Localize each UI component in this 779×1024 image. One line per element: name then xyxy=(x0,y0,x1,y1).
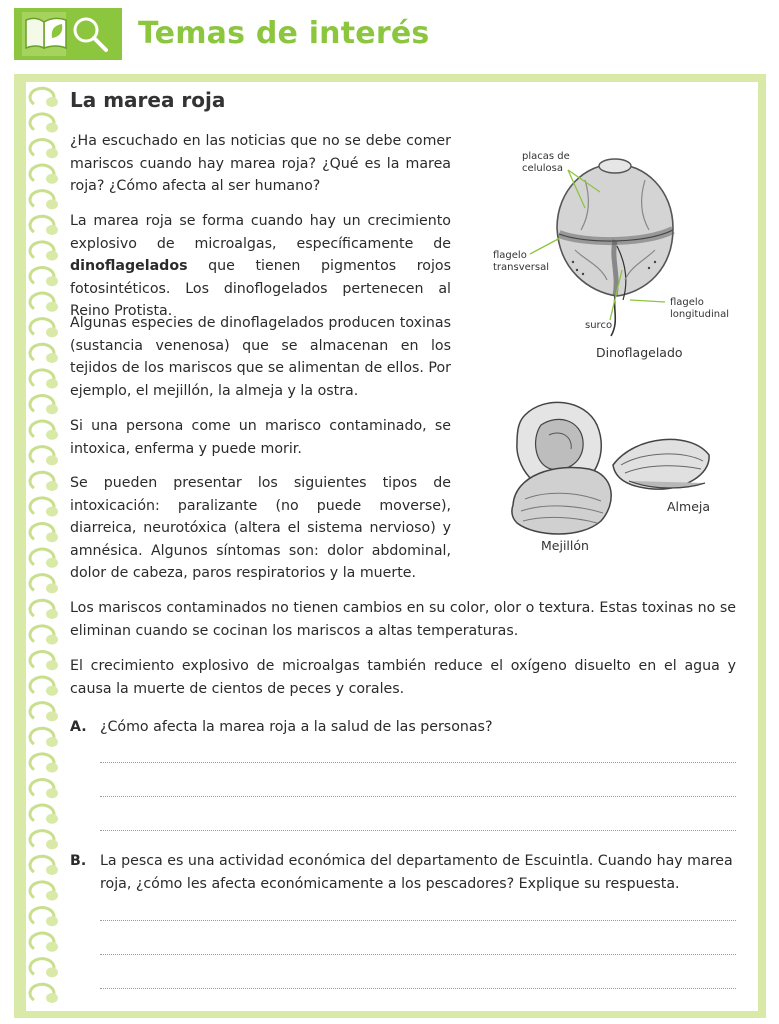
spiral-hole xyxy=(46,660,58,670)
paragraph-intoxication: Si una persona come un marisco contaminado, se intoxica, enferma y puede morir. xyxy=(70,418,451,457)
spiral-hole xyxy=(46,814,58,824)
label-flagelo-longitudinal: flagelo longitudinal xyxy=(670,297,729,320)
spiral-hole xyxy=(46,404,58,414)
article-title: La marea roja xyxy=(70,88,226,112)
paragraph-intro: ¿Ha escuchado en las noticias que no se debe comer mariscos cuando hay marea roja? ¿Qué es la marea roja? ¿Cómo afecta al ser humano? xyxy=(70,133,451,194)
question-a-text: ¿Cómo afecta la marea roja a la salud de las personas? xyxy=(100,719,493,735)
question-b-text: La pesca es una actividad económica del departamento de Escuintla. Cuando hay marea roja, ¿cómo les afecta económicamente a los pescadores? Explique su respuesta. xyxy=(100,853,733,892)
label-placas-celulosa: placas de celulosa xyxy=(522,151,570,174)
spiral-hole xyxy=(46,609,58,619)
spiral-hole xyxy=(46,635,58,645)
spiral-hole xyxy=(46,123,58,133)
spiral-hole xyxy=(46,174,58,184)
paragraph-definition: La marea roja se forma cuando hay un crecimiento explosivo de microalgas, específicamente de dinoflagelados que tienen pigmentos rojos fotosintéticos. Los dinoflogelados pertenecen al Reino Protista. xyxy=(70,213,451,319)
spiral-hole xyxy=(46,686,58,696)
spiral-hole xyxy=(46,839,58,849)
spiral-hole xyxy=(46,379,58,389)
spiral-hole xyxy=(46,532,58,542)
page-header-title: Temas de interés xyxy=(138,16,430,51)
spiral-hole xyxy=(46,455,58,465)
answer-line-b2[interactable] xyxy=(100,954,736,955)
spiral-hole xyxy=(46,148,58,158)
book-leaf-magnifier-icon xyxy=(14,8,122,60)
question-a-label: A. xyxy=(70,719,87,735)
paragraph-types: Se pueden presentar los siguientes tipos de intoxicación: paralizante (no puede moverse), diarreica, neurotóxica (altera el sistema nervioso) y amnésica. Algunos síntomas son: dolor abdominal, dolor de cabeza, paros respiratorios y la muerte. xyxy=(70,475,451,581)
answer-line-a2[interactable] xyxy=(100,796,736,797)
paragraph-toxins: Algunas especies de dinoflagelados producen toxinas (sustancia venenosa) que se almacenan en los tejidos de los mariscos que se alimentan de ellos. Por ejemplo, el mejillón, la almeja y la ostra. xyxy=(70,315,451,399)
spiral-hole xyxy=(46,916,58,926)
question-a xyxy=(70,716,736,740)
spiral-hole xyxy=(46,711,58,721)
spiral-hole xyxy=(46,225,58,235)
spiral-hole xyxy=(46,302,58,312)
shellfish-illustration xyxy=(505,395,715,545)
spiral-hole xyxy=(46,507,58,517)
paragraph-contaminated: Los mariscos contaminados no tienen cambios en su color, olor o textura. Estas toxinas no se eliminan cuando se cocinan los mariscos a altas temperaturas. xyxy=(70,600,736,639)
spiral-hole xyxy=(46,481,58,491)
spiral-hole xyxy=(46,430,58,440)
spiral-hole xyxy=(46,97,58,107)
question-b-label: B. xyxy=(70,853,87,869)
spiral-hole xyxy=(46,942,58,952)
spiral-hole xyxy=(46,737,58,747)
label-flagelo-transversal: flagelo transversal xyxy=(493,250,550,273)
spiral-hole xyxy=(46,763,58,773)
spiral-hole xyxy=(46,353,58,363)
spiral-hole xyxy=(46,788,58,798)
question-b xyxy=(70,850,736,896)
spiral-hole xyxy=(46,251,58,261)
label-surco: surco xyxy=(585,320,613,331)
spiral-hole xyxy=(46,199,58,209)
spiral-hole xyxy=(46,276,58,286)
answer-line-a3[interactable] xyxy=(100,830,736,831)
spiral-hole xyxy=(46,967,58,977)
spiral-hole xyxy=(46,865,58,875)
paragraph-oxygen: El crecimiento explosivo de microalgas también reduce el oxígeno disuelto en el agua y causa la muerte de cientos de peces y corales. xyxy=(70,658,736,697)
answer-line-b1[interactable] xyxy=(100,920,736,921)
spiral-hole xyxy=(46,891,58,901)
answer-line-b3[interactable] xyxy=(100,988,736,989)
spiral-hole xyxy=(46,558,58,568)
spiral-hole xyxy=(46,327,58,337)
spiral-binding xyxy=(8,84,64,1014)
spiral-hole xyxy=(46,583,58,593)
caption-dinoflagelado: Dinoflagelado xyxy=(596,345,683,360)
answer-line-a1[interactable] xyxy=(100,762,736,763)
caption-mejillon: Mejillón xyxy=(541,538,589,553)
caption-almeja: Almeja xyxy=(667,499,711,514)
spiral-hole xyxy=(46,993,58,1003)
